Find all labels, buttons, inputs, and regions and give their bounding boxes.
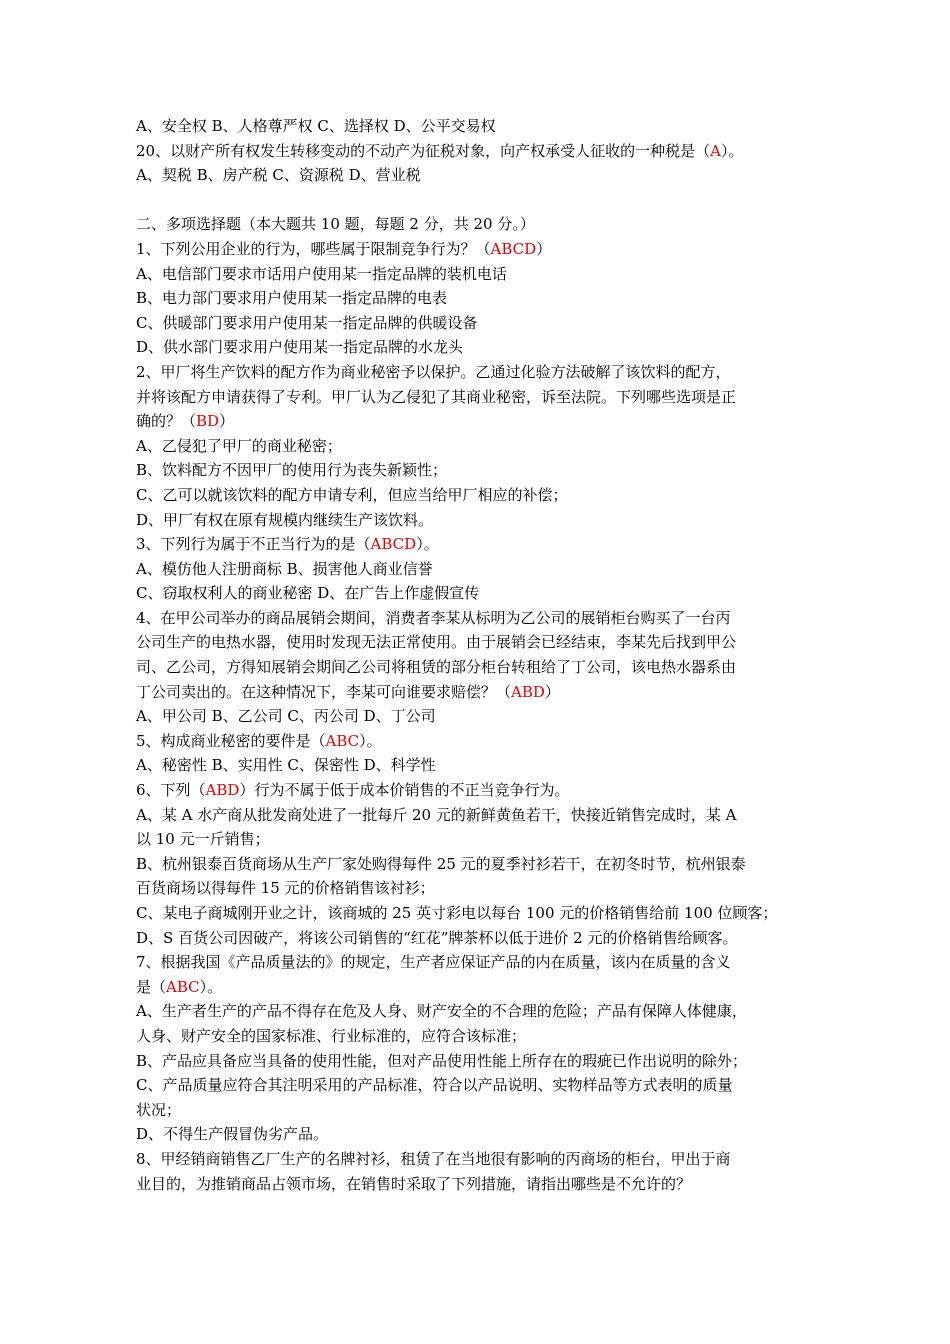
line-text: A、乙侵犯了甲厂的商业秘密； — [136, 436, 342, 455]
line-text: 二、多项选择题（本大题共 10 题，每题 2 分，共 20 分。） — [136, 215, 535, 234]
text-line — [136, 630, 826, 655]
answer-key: ABD — [511, 682, 545, 701]
line-text: 7、根据我国《产品质量法的》的规定，生产者应保证产品的内在质量，该内在质量的含义 — [136, 953, 731, 972]
text-line — [136, 458, 826, 483]
text-line — [136, 975, 826, 1000]
text-line — [136, 803, 826, 828]
line-text: D、供水部门要求用户使用某一指定品牌的水龙头 — [136, 338, 464, 357]
line-text: 丁公司卖出的。在这种情况下，李某可向谁要求赔偿？（ — [136, 682, 512, 701]
line-text-tail: ）行为不属于低于成本价销售的不正当竞争行为。 — [239, 781, 570, 800]
text-line — [136, 852, 826, 877]
text-line — [136, 286, 826, 311]
line-text: 2、甲厂将生产饮料的配方作为商业秘密予以保护。乙通过化验方法破解了该饮料的配方， — [136, 362, 731, 381]
text-line — [136, 606, 826, 631]
text-line — [136, 434, 826, 459]
line-text: 6、下列（ — [136, 781, 206, 800]
answer-key: ABCD — [490, 239, 537, 258]
line-text: 百货商场以得每件 15 元的价格销售该衬衫； — [136, 879, 435, 898]
text-line — [136, 409, 826, 434]
text-line — [136, 114, 826, 139]
line-text: B、杭州银泰百货商场从生产厂家处购得每件 25 元的夏季衬衫若干，在初冬时节，杭州银泰 — [136, 854, 746, 873]
line-text: C、某电子商城刚开业之计，该商城的 25 英寸彩电以每台 100 元的价格销售给前 100 位顾客； — [136, 904, 778, 922]
line-text-tail: ） — [544, 682, 560, 701]
text-line — [136, 237, 826, 262]
line-text: A、契税 B、房产税 C、资源税 D、营业税 — [136, 166, 421, 185]
line-text: A、甲公司 B、乙公司 C、丙公司 D、丁公司 — [136, 707, 436, 726]
blank-line — [136, 188, 826, 213]
line-text: D、不得生产假冒伪劣产品。 — [136, 1125, 329, 1144]
text-line — [136, 999, 826, 1024]
line-text: 8、甲经销商销售乙厂生产的名牌衬衫，租赁了在当地很有影响的丙商场的柜台，甲出于商 — [136, 1149, 731, 1168]
line-text: A、安全权 B、人格尊严权 C、选择权 D、公平交易权 — [136, 117, 496, 135]
text-line — [136, 753, 826, 778]
line-text-tail: ） — [536, 239, 552, 258]
line-text: C、供暖部门要求用户使用某一指定品牌的供暖设备 — [136, 313, 478, 332]
line-text: B、电力部门要求用户使用某一指定品牌的电表 — [136, 289, 448, 308]
line-text: 3、下列行为属于不正当行为的是（ — [136, 535, 371, 554]
text-line — [136, 508, 826, 533]
text-line — [136, 139, 826, 164]
line-text: A、生产者生产的产品不得存在危及人身、财产安全的不合理的危险；产品有保障人体健康， — [136, 1002, 747, 1021]
line-text: A、秘密性 B、实用性 C、保密性 D、科学性 — [136, 756, 436, 775]
line-text: B、饮料配方不因甲厂的使用行为丧失新颖性； — [136, 461, 448, 480]
line-text-tail: ）。 — [416, 535, 439, 554]
line-text: 公司生产的电热水器，使用时发现无法正常使用。由于展销会已经结束，李某先后找到甲公 — [136, 633, 737, 652]
line-text: C、产品质量应符合其注明采用的产品标准，符合以产品说明、实物样品等方式表明的质量 — [136, 1076, 733, 1095]
text-line — [136, 335, 826, 360]
text-line — [136, 1147, 826, 1172]
text-line — [136, 385, 826, 410]
line-text: 状况； — [136, 1100, 182, 1119]
answer-key: A — [710, 141, 721, 160]
line-text: 人身、财产安全的国家标准、行业标准的，应符合该标准； — [136, 1026, 527, 1045]
line-text-tail: ）。 — [720, 141, 744, 160]
text-line — [136, 729, 826, 754]
text-line — [136, 1073, 826, 1098]
line-text: C、窃取权利人的商业秘密 D、在广告上作虚假宣传 — [136, 584, 480, 603]
text-line — [136, 876, 826, 901]
line-text: C、乙可以就该饮料的配方申请专利，但应当给甲厂相应的补偿； — [136, 485, 568, 504]
line-text: 4、在甲公司举办的商品展销会期间，消费者李某从标明为乙公司的展销柜台购买了一台丙 — [136, 608, 731, 627]
text-line — [136, 581, 826, 606]
text-line — [136, 1172, 826, 1197]
text-line — [136, 901, 826, 926]
line-text: 是（ — [136, 977, 167, 996]
text-line — [136, 680, 826, 705]
line-text: 20、以财产所有权发生转移变动的不动产为征税对象，向产权承受人征收的一种税是（ — [136, 141, 711, 160]
answer-key: ABC — [166, 977, 200, 996]
text-line — [136, 483, 826, 508]
text-line — [136, 1049, 826, 1074]
answer-key: ABCD — [370, 535, 417, 554]
text-line — [136, 360, 826, 385]
line-text: A、模仿他人注册商标 B、损害他人商业信誉 — [136, 559, 433, 578]
text-line — [136, 778, 826, 803]
line-text: B、产品应具备应当具备的使用性能，但对产品使用性能上所存在的瑕疵已作出说明的除外； — [136, 1051, 748, 1070]
text-line — [136, 262, 826, 287]
text-line — [136, 1024, 826, 1049]
line-text-tail: ）。 — [199, 977, 223, 996]
text-line — [136, 704, 826, 729]
line-text: 司、乙公司，方得知展销会期间乙公司将租赁的部分柜台转租给了丁公司，该电热水器系由 — [136, 658, 737, 677]
line-text: D、甲厂有权在原有规模内继续生产该饮料。 — [136, 510, 434, 529]
line-text: D、S 百货公司因破产，将该公司销售的“红花”牌茶杯以低于进价 2 元的价格销售给顾客。 — [136, 928, 738, 947]
text-line — [136, 926, 826, 951]
document-page — [136, 114, 826, 1196]
text-line — [136, 532, 826, 557]
line-text: 并将该配方申请获得了专利。甲厂认为乙侵犯了其商业秘密，诉至法院。下列哪些选项是正 — [136, 387, 737, 406]
answer-key: ABC — [325, 731, 360, 750]
text-line — [136, 950, 826, 975]
line-text: 5、构成商业秘密的要件是（ — [136, 731, 326, 750]
line-text-tail: ）。 — [359, 731, 382, 750]
text-line — [136, 311, 826, 336]
answer-key: ABD — [205, 781, 240, 800]
line-text: 以 10 元一斤销售； — [136, 830, 270, 849]
text-line — [136, 212, 826, 237]
text-line — [136, 557, 826, 582]
text-line — [136, 163, 826, 188]
line-text: 1、下列公用企业的行为，哪些属于限制竞争行为？（ — [136, 239, 491, 258]
text-line — [136, 827, 826, 852]
line-text: A、电信部门要求市话用户使用某一指定品牌的装机电话 — [136, 264, 507, 283]
line-text: 确的？（ — [136, 412, 197, 431]
text-line — [136, 1122, 826, 1147]
text-line — [136, 1098, 826, 1123]
line-text: 业目的，为推销商品占领市场，在销售时采取了下列措施，请指出哪些是不允许的？ — [136, 1174, 692, 1193]
answer-key: BD — [196, 412, 220, 431]
line-text: A、某 A 水产商从批发商处进了一批每斤 20 元的新鲜黄鱼若干，快接近销售完成时，某 A — [136, 805, 737, 824]
line-text-tail: ） — [219, 412, 235, 431]
text-line — [136, 655, 826, 680]
